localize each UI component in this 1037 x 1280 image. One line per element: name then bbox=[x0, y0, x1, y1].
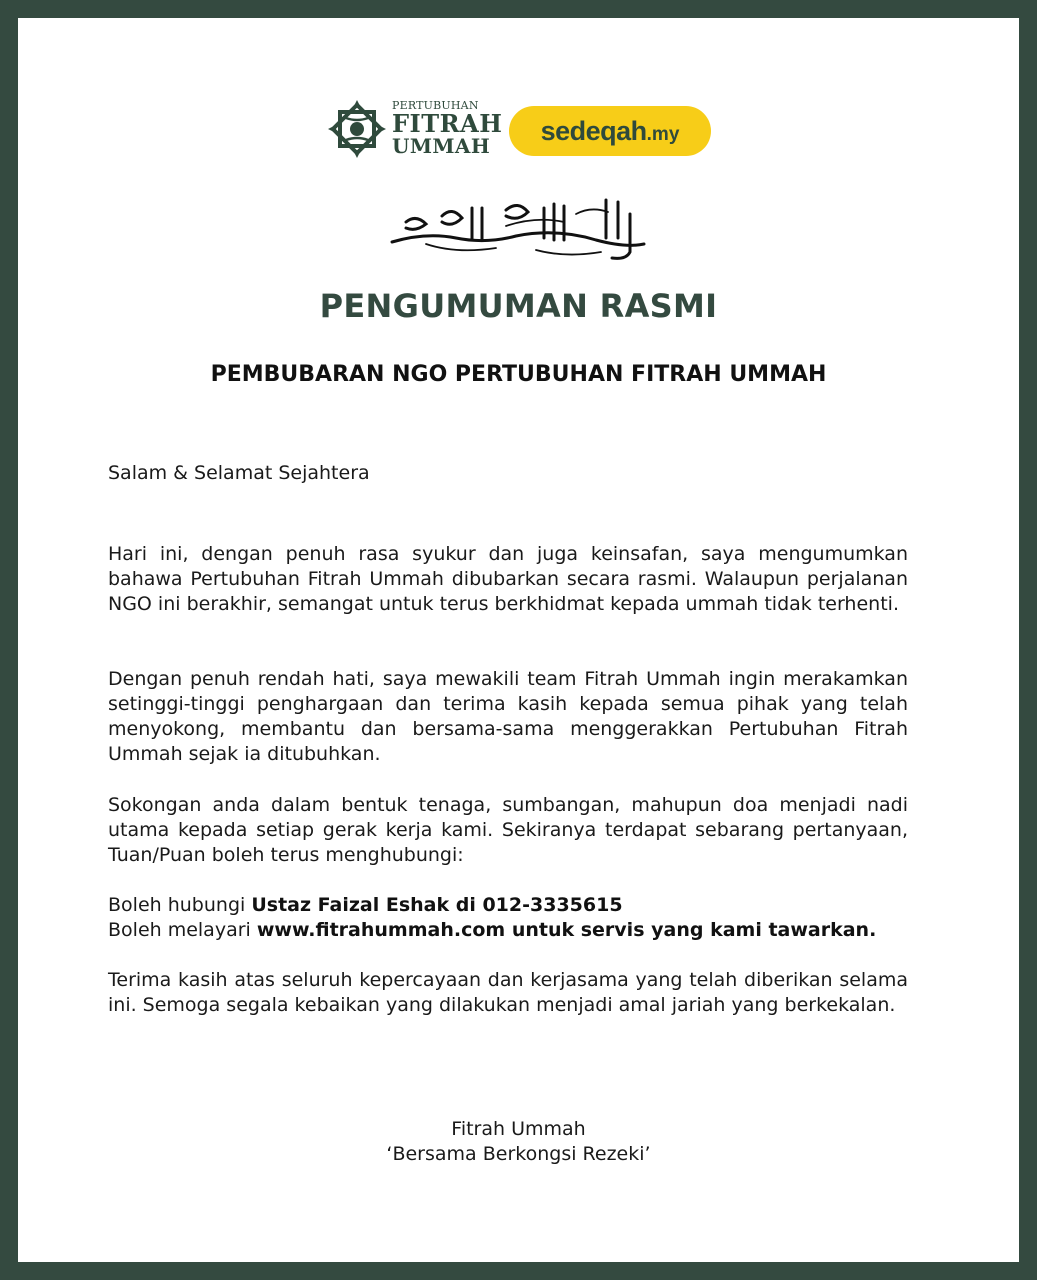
contact-phone-line bbox=[108, 893, 908, 918]
paragraph-3: Sokongan anda dalam bentuk tenaga, sumbangan, mahupun doa menjadi nadi utama kepada setiap gerak kerja kami. Sekiranya terdapat sebarang pertanyaan, Tuan/Puan boleh terus menghubungi: bbox=[108, 794, 908, 866]
wordmark-line-2: FITRAH bbox=[392, 109, 503, 138]
fitrah-ummah-logo bbox=[326, 98, 503, 160]
paragraph-1: Hari ini, dengan penuh rasa syukur dan juga keinsafan, saya mengumumkan bahawa Pertubuhan Fitrah Ummah dibubarkan secara rasmi. Walaupun perjalanan NGO ini berakhir, semangat untuk terus berkhidmat kepada ummah tidak terhenti. bbox=[108, 543, 908, 615]
contact-phone-prefix: Boleh hubungi bbox=[108, 894, 252, 916]
announcement-page bbox=[18, 18, 1019, 1262]
signoff bbox=[18, 1117, 1019, 1167]
greeting: Salam & Selamat Sejahtera bbox=[108, 462, 370, 484]
page-subtitle: PEMBUBARAN NGO PERTUBUHAN FITRAH UMMAH bbox=[210, 362, 827, 387]
fitrah-ummah-emblem-icon bbox=[326, 98, 388, 160]
wordmark-line-1: PERTUBUHAN bbox=[392, 99, 479, 112]
contact-website: www.fitrahummah.com untuk servis yang kami tawarkan. bbox=[256, 919, 877, 941]
signoff-tagline: ‘Bersama Berkongsi Rezeki’ bbox=[386, 1143, 651, 1165]
sedeqah-tld: .my bbox=[646, 124, 680, 145]
paragraph-4: Terima kasih atas seluruh kepercayaan dan kerjasama yang telah diberikan selama ini. Semoga segala kebaikan yang dilakukan menjadi amal jariah yang berkekalan. bbox=[108, 969, 908, 1016]
contact-info bbox=[108, 893, 908, 943]
paragraph-2: Dengan penuh rendah hati, saya mewakili team Fitrah Ummah ingin merakamkan setinggi-tinggi penghargaan dan terima kasih kepada semua pihak yang telah menyokong, membantu dan bersama-sama menggerakkan Pertubuhan Fitrah Ummah sejak ia ditubuhkan. bbox=[108, 668, 908, 765]
fitrah-ummah-wordmark bbox=[392, 99, 503, 158]
signoff-org: Fitrah Ummah bbox=[451, 1118, 586, 1140]
contact-phone: Ustaz Faizal Eshak di 012-3335615 bbox=[251, 894, 623, 916]
basmala-calligraphy-icon bbox=[386, 192, 650, 264]
header-logos bbox=[18, 96, 1019, 166]
sedeqah-logo bbox=[509, 106, 711, 156]
page-title: PENGUMUMAN RASMI bbox=[319, 287, 718, 325]
contact-website-prefix: Boleh melayari bbox=[108, 919, 257, 941]
wordmark-line-3: UMMAH bbox=[392, 134, 491, 158]
sedeqah-name: sedeqah bbox=[540, 116, 647, 146]
contact-website-line bbox=[108, 918, 908, 943]
